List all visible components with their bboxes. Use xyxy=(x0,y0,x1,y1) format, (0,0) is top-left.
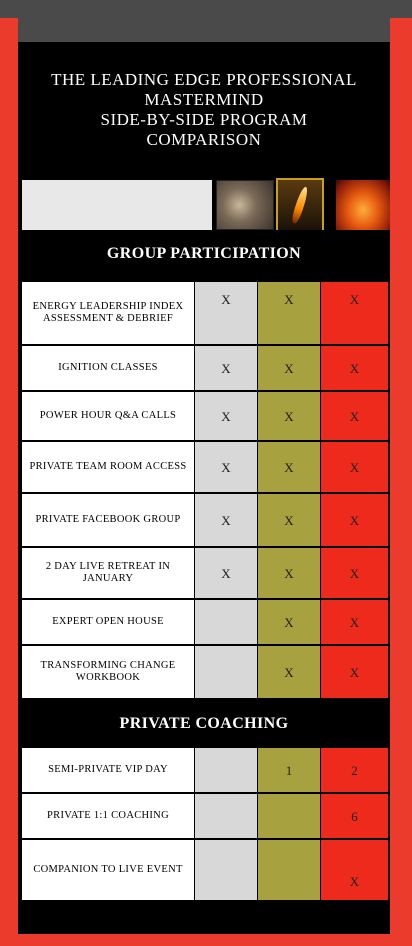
program-2-cell xyxy=(258,494,320,548)
table-row xyxy=(18,392,390,442)
check-mark: X xyxy=(349,292,360,307)
row-label: ENERGY LEADERSHIP INDEX ASSESSMENT & DEBRIEF xyxy=(22,282,194,346)
check-mark: X xyxy=(221,292,231,307)
program-3-cell xyxy=(321,442,388,494)
row-label: EXPERT OPEN HOUSE xyxy=(22,600,194,646)
right-frame xyxy=(390,0,412,946)
check-mark: X xyxy=(349,615,360,630)
program-2-cell xyxy=(258,346,320,392)
check-mark: X xyxy=(221,460,231,475)
program-1-cell xyxy=(195,282,257,346)
table-row xyxy=(18,840,390,902)
program-2-cell xyxy=(258,646,320,700)
program-3-cell xyxy=(321,392,388,442)
section-heading: GROUP PARTICIPATION xyxy=(18,230,390,278)
check-mark: X xyxy=(221,409,231,424)
check-mark: X xyxy=(284,409,294,424)
program-1-cell xyxy=(195,600,257,646)
bottom-frame xyxy=(0,934,412,946)
check-mark: X xyxy=(221,566,231,581)
page-title xyxy=(18,42,390,178)
table-row xyxy=(18,346,390,392)
program-3-cell xyxy=(321,494,388,548)
program-2-cell xyxy=(258,392,320,442)
row-label: COMPANION TO LIVE EVENT xyxy=(22,840,194,902)
table-row xyxy=(18,494,390,548)
flame-icon xyxy=(290,186,309,225)
check-mark: 1 xyxy=(285,763,293,778)
table-row xyxy=(18,748,390,794)
row-label: POWER HOUR Q&A CALLS xyxy=(22,392,194,442)
fire-image xyxy=(336,180,390,230)
check-mark: X xyxy=(221,513,231,528)
check-mark: X xyxy=(284,460,294,475)
left-frame xyxy=(0,0,18,946)
top-frame xyxy=(0,0,412,18)
program-2-cell xyxy=(258,840,320,902)
row-label: PRIVATE 1:1 COACHING xyxy=(22,794,194,840)
check-mark: X xyxy=(221,361,231,376)
table-row xyxy=(18,282,390,346)
row-label: TRANSFORMING CHANGE WORKBOOK xyxy=(22,646,194,700)
row-label: PRIVATE TEAM ROOM ACCESS xyxy=(22,442,194,494)
check-mark: X xyxy=(349,460,360,475)
program-3-cell xyxy=(321,748,388,794)
check-mark: X xyxy=(284,292,294,307)
silver-texture-image xyxy=(216,180,274,230)
program-1-cell xyxy=(195,494,257,548)
program-2-cell xyxy=(258,442,320,494)
table-row xyxy=(18,548,390,600)
row-label: SEMI-PRIVATE VIP DAY xyxy=(22,748,194,794)
flame-image xyxy=(276,178,324,232)
row-label: IGNITION CLASSES xyxy=(22,346,194,392)
program-2-cell xyxy=(258,548,320,600)
program-1-cell xyxy=(195,748,257,794)
check-mark: X xyxy=(284,513,294,528)
check-mark: X xyxy=(349,361,360,376)
check-mark: X xyxy=(349,409,360,424)
program-1-cell xyxy=(195,646,257,700)
program-3-cell xyxy=(321,600,388,646)
section-heading: PRIVATE COACHING xyxy=(18,700,390,748)
check-mark: X xyxy=(284,615,294,630)
check-mark: X xyxy=(349,566,360,581)
row-label: 2 DAY LIVE RETREAT IN JANUARY xyxy=(22,548,194,600)
program-1-cell xyxy=(195,392,257,442)
program-2-cell xyxy=(258,748,320,794)
program-3-cell xyxy=(321,646,388,700)
table-row xyxy=(18,646,390,700)
program-3-cell xyxy=(321,548,388,600)
program-3-cell xyxy=(321,794,388,840)
check-mark: X xyxy=(349,665,360,680)
check-mark: X xyxy=(349,874,360,889)
row-label: PRIVATE FACEBOOK GROUP xyxy=(22,494,194,548)
check-mark: 2 xyxy=(351,763,358,778)
program-1-cell xyxy=(195,794,257,840)
check-mark: 6 xyxy=(351,809,358,824)
program-3-cell xyxy=(321,840,388,902)
title-line-4: COMPARISON xyxy=(146,130,262,149)
program-3-cell xyxy=(321,282,388,346)
program-2-cell xyxy=(258,282,320,346)
program-1-cell xyxy=(195,346,257,392)
title-line-2: MASTERMIND xyxy=(144,90,264,109)
check-mark: X xyxy=(284,566,294,581)
blank-header-cell xyxy=(22,180,212,230)
program-1-cell xyxy=(195,442,257,494)
check-mark: X xyxy=(284,665,294,680)
program-1-cell xyxy=(195,840,257,902)
check-mark: X xyxy=(349,513,360,528)
table-row xyxy=(18,442,390,494)
title-line-1: THE LEADING EDGE PROFESSIONAL xyxy=(51,70,357,89)
program-2-cell xyxy=(258,600,320,646)
title-line-3: SIDE-BY-SIDE PROGRAM xyxy=(100,110,308,129)
program-1-cell xyxy=(195,548,257,600)
top-strip xyxy=(18,18,390,42)
check-mark: X xyxy=(284,361,294,376)
program-images-row xyxy=(18,178,390,230)
table-row xyxy=(18,794,390,840)
program-3-cell xyxy=(321,346,388,392)
table-row xyxy=(18,600,390,646)
program-2-cell xyxy=(258,794,320,840)
